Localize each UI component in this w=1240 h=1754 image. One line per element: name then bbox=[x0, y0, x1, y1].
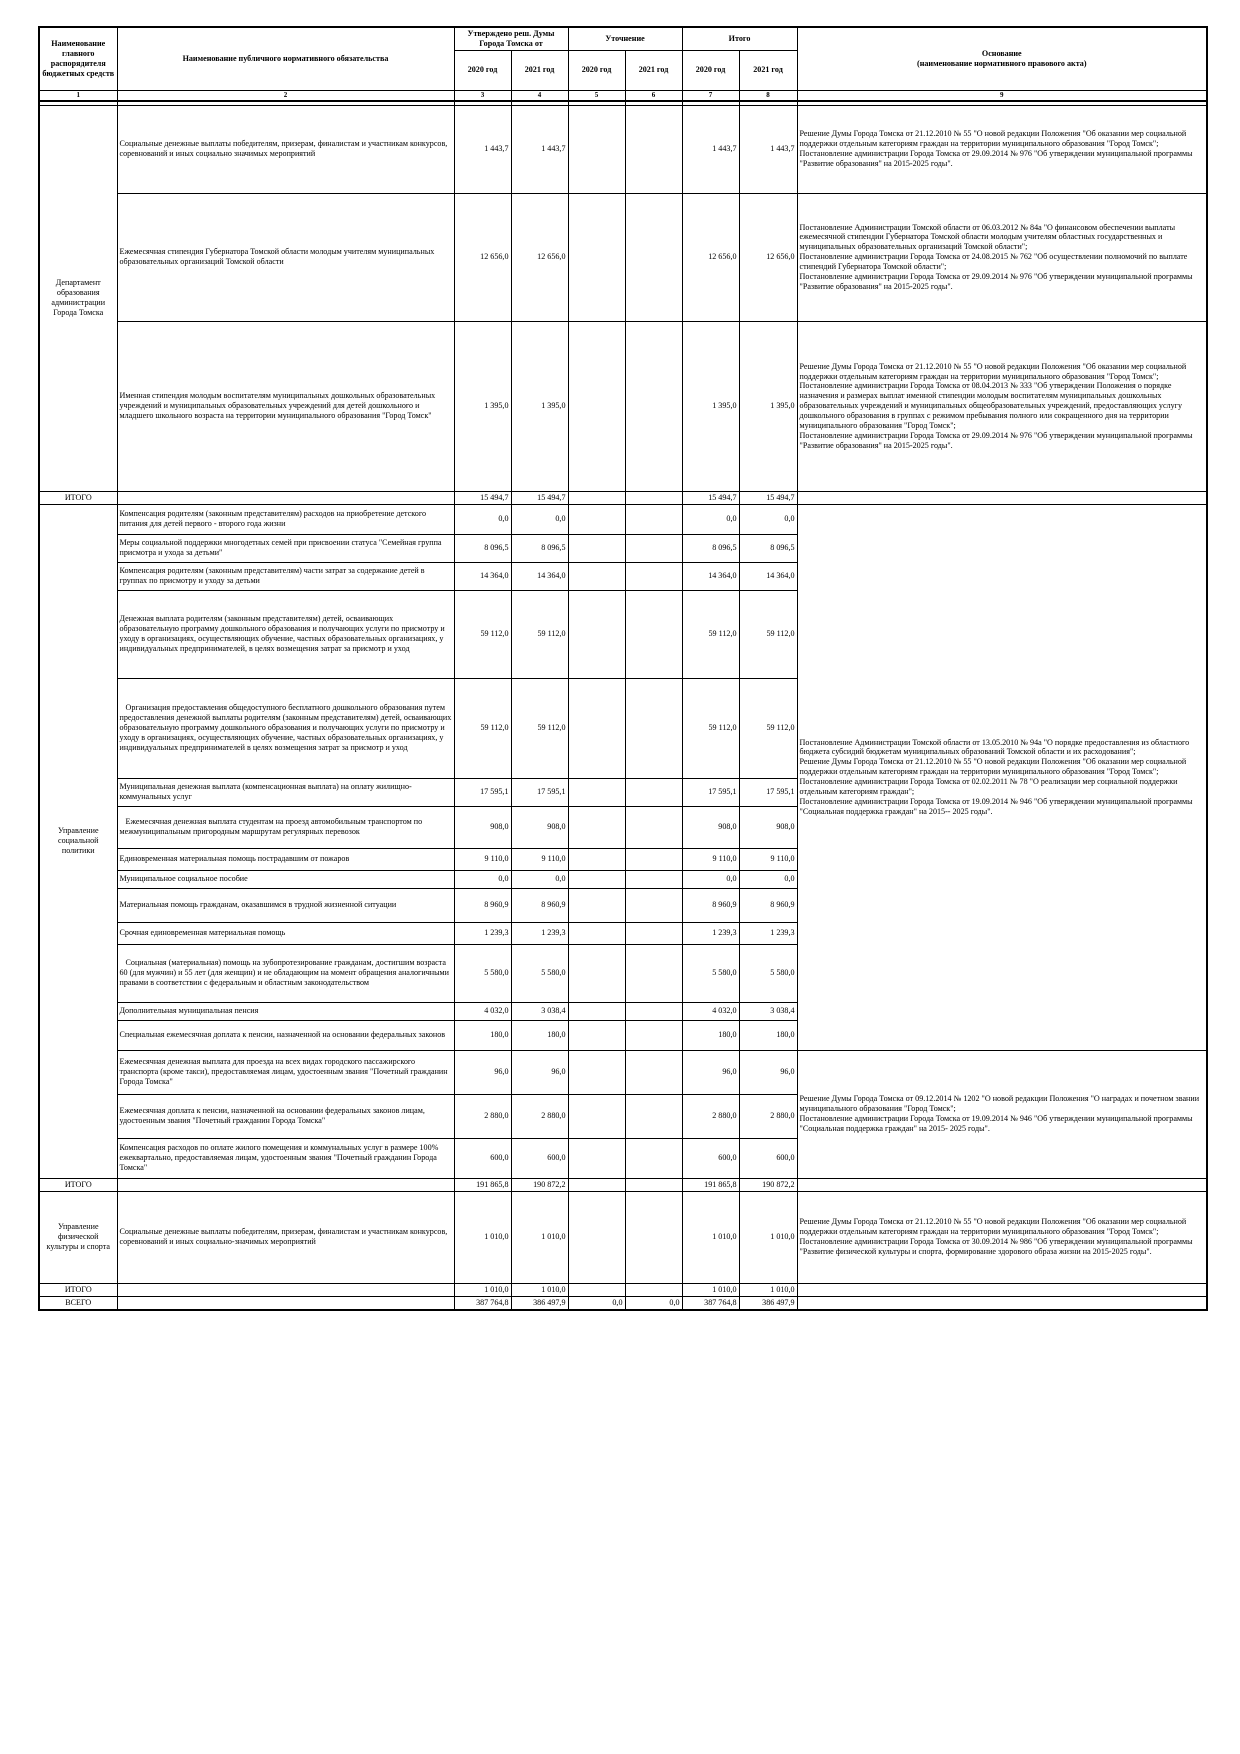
grand-total-amount: 0,0 bbox=[568, 1296, 625, 1310]
header-approved: Утверждено реш. Думы Города Томска от bbox=[454, 27, 568, 50]
amount-cell: 0,0 bbox=[454, 504, 511, 534]
amount-cell bbox=[568, 1094, 625, 1138]
amount-cell bbox=[625, 534, 682, 562]
amount-cell: 1 010,0 bbox=[454, 1191, 511, 1283]
section-total-row bbox=[39, 491, 1207, 504]
grand-total-row bbox=[39, 1296, 1207, 1310]
amount-cell: 0,0 bbox=[511, 504, 568, 534]
amount-cell: 17 595,1 bbox=[739, 778, 797, 806]
amount-cell: 5 580,0 bbox=[511, 944, 568, 1002]
amount-cell bbox=[568, 1138, 625, 1178]
amount-cell bbox=[625, 321, 682, 491]
amount-cell: 2 880,0 bbox=[682, 1094, 739, 1138]
header-basis: Основание (наименование нормативного правового акта) bbox=[797, 27, 1207, 91]
amount-cell bbox=[625, 562, 682, 590]
amount-cell: 0,0 bbox=[739, 870, 797, 888]
total-amount: 1 010,0 bbox=[511, 1283, 568, 1296]
legal-basis: Решение Думы Города Томска от 21.12.2010 № 55 "О новой редакции Положения "Об оказании мер социальной поддержки отдельным категориям граждан на территории муниципального образования "Город Томск"; Постановление администрации Города Томска от 30.09.2014 № 986 "Об утверждении муниципальной программы "Развитие физической культуры и спорта, формирование здорового образа жизни на 2015-2025 годы". bbox=[797, 1191, 1207, 1283]
column-number: 8 bbox=[739, 91, 797, 101]
amount-cell bbox=[625, 105, 682, 193]
obligation-name: Единовременная материальная помощь пострадавшим от пожаров bbox=[117, 848, 454, 870]
amount-cell bbox=[625, 1094, 682, 1138]
amount-cell: 59 112,0 bbox=[739, 678, 797, 778]
obligation-name: Социальные денежные выплаты победителям, призерам, финалистам и участникам конкурсов, соревнований и иных социально-значимых мероприятий bbox=[117, 1191, 454, 1283]
empty-cell bbox=[117, 1283, 454, 1296]
amount-cell: 5 580,0 bbox=[739, 944, 797, 1002]
section-total-row bbox=[39, 1283, 1207, 1296]
amount-cell: 1 395,0 bbox=[682, 321, 739, 491]
header-year: 2021 год bbox=[511, 50, 568, 90]
obligation-name: Ежемесячная денежная выплата студентам на проезд автомобильным транспортом по межмуниципальным пригородным маршрутам регулярных перевозок bbox=[117, 806, 454, 848]
amount-cell bbox=[625, 944, 682, 1002]
amount-cell: 8 960,9 bbox=[511, 888, 568, 922]
amount-cell bbox=[625, 193, 682, 321]
amount-cell: 59 112,0 bbox=[454, 590, 511, 678]
total-amount bbox=[568, 1178, 625, 1191]
column-number: 7 bbox=[682, 91, 739, 101]
amount-cell: 5 580,0 bbox=[682, 944, 739, 1002]
total-amount: 15 494,7 bbox=[511, 491, 568, 504]
obligation-name: Социальные денежные выплаты победителям, призерам, финалистам и участникам конкурсов, соревнований и иных социально значимых мероприятий bbox=[117, 105, 454, 193]
total-label: ИТОГО bbox=[39, 491, 117, 504]
total-amount bbox=[568, 491, 625, 504]
table-row bbox=[39, 321, 1207, 491]
amount-cell: 0,0 bbox=[511, 870, 568, 888]
amount-cell: 9 110,0 bbox=[682, 848, 739, 870]
amount-cell: 14 364,0 bbox=[511, 562, 568, 590]
obligation-name: Компенсация родителям (законным представителям) расходов на приобретение детского питания для детей первого - второго года жизни bbox=[117, 504, 454, 534]
total-amount bbox=[625, 491, 682, 504]
amount-cell: 8 096,5 bbox=[454, 534, 511, 562]
amount-cell bbox=[568, 193, 625, 321]
amount-cell: 0,0 bbox=[454, 870, 511, 888]
obligation-name: Организация предоставления общедоступного бесплатного дошкольного образования путем предоставления денежной выплаты родителям (законным представителям) детей, осваивающих образовательную программу дошкольного образования и получающих услуги по присмотру и уходу в организациях, осуществляющих обучение, частных образовательных организациях, у индивидуальных предпринимателей в целях возмещения затрат за присмотр и уход bbox=[117, 678, 454, 778]
header-manager: Наименование главного распорядителя бюджетных средств bbox=[39, 27, 117, 91]
obligation-name: Именная стипендия молодым воспитателям муниципальных дошкольных образовательных учреждений и муниципальных образовательных учреждений для детей дошкольного и младшего школьного возраста на территории муниципального образования "Город Томск" bbox=[117, 321, 454, 491]
amount-cell bbox=[568, 678, 625, 778]
grand-total-amount: 387 764,8 bbox=[682, 1296, 739, 1310]
amount-cell bbox=[625, 1138, 682, 1178]
amount-cell bbox=[568, 504, 625, 534]
column-number: 1 bbox=[39, 91, 117, 101]
amount-cell bbox=[568, 888, 625, 922]
amount-cell: 9 110,0 bbox=[511, 848, 568, 870]
amount-cell bbox=[568, 848, 625, 870]
header-year: 2020 год bbox=[454, 50, 511, 90]
amount-cell: 1 395,0 bbox=[739, 321, 797, 491]
amount-cell bbox=[568, 1020, 625, 1050]
column-number: 6 bbox=[625, 91, 682, 101]
amount-cell: 908,0 bbox=[511, 806, 568, 848]
amount-cell bbox=[568, 1191, 625, 1283]
legal-basis: Решение Думы Города Томска от 21.12.2010 № 55 "О новой редакции Положения "Об оказании мер социальной поддержки отдельным категориям граждан на территории муниципального образования "Город Томск"; Постановление администрации Города Томска от 29.09.2014 № 976 "Об утверждении муниципальной программы "Развитие образования" на 2015-2025 годы". bbox=[797, 105, 1207, 193]
amount-cell bbox=[568, 870, 625, 888]
header-refinement: Уточнение bbox=[568, 27, 682, 50]
amount-cell bbox=[568, 1002, 625, 1020]
total-amount: 1 010,0 bbox=[739, 1283, 797, 1296]
amount-cell bbox=[625, 504, 682, 534]
header-year: 2020 год bbox=[682, 50, 739, 90]
obligation-name: Компенсация расходов по оплате жилого помещения и коммунальных услуг в размере 100% ежеквартально, предоставляемая лицам, удостоенным звания "Почетный гражданин Города Томска" bbox=[117, 1138, 454, 1178]
total-label: ИТОГО bbox=[39, 1178, 117, 1191]
amount-cell: 12 656,0 bbox=[739, 193, 797, 321]
amount-cell bbox=[625, 590, 682, 678]
amount-cell: 8 096,5 bbox=[739, 534, 797, 562]
column-number: 2 bbox=[117, 91, 454, 101]
amount-cell: 1 395,0 bbox=[511, 321, 568, 491]
total-amount: 15 494,7 bbox=[682, 491, 739, 504]
amount-cell bbox=[625, 848, 682, 870]
amount-cell: 600,0 bbox=[454, 1138, 511, 1178]
amount-cell: 600,0 bbox=[739, 1138, 797, 1178]
amount-cell bbox=[568, 1050, 625, 1094]
empty-cell bbox=[117, 1178, 454, 1191]
amount-cell bbox=[625, 870, 682, 888]
amount-cell: 1 443,7 bbox=[511, 105, 568, 193]
amount-cell bbox=[568, 806, 625, 848]
obligation-name: Меры социальной поддержки многодетных семей при присвоении статуса "Семейная группа присмотра и ухода за детьми" bbox=[117, 534, 454, 562]
amount-cell: 5 580,0 bbox=[454, 944, 511, 1002]
amount-cell bbox=[625, 678, 682, 778]
column-number: 3 bbox=[454, 91, 511, 101]
empty-cell bbox=[797, 1178, 1207, 1191]
total-amount: 190 872,2 bbox=[511, 1178, 568, 1191]
legal-basis: Постановление Администрации Томской области от 13.05.2010 № 94а "О порядке предоставления из областного бюджета субсидий бюджетам муниципальных образований Томской области и их расходования"; Решение Думы Города Томска от 21.12.2010 № 55 "О новой редакции Положения "Об оказании мер социальной поддержки отдельным категориям граждан на территории муниципального образования "Город Томск"; Постановление администрации Города Томска от 02.02.2011 № 78 "О реализации мер социальной поддержки отдельным категориям граждан"; Постановление администрации Города Томска от 19.09.2014 № 946 "Об утверждении муниципальной программы "Социальная поддержка граждан" на 2015-- 2025 годы". bbox=[797, 504, 1207, 1050]
column-number: 4 bbox=[511, 91, 568, 101]
amount-cell: 2 880,0 bbox=[511, 1094, 568, 1138]
amount-cell: 12 656,0 bbox=[454, 193, 511, 321]
amount-cell: 12 656,0 bbox=[511, 193, 568, 321]
amount-cell: 1 010,0 bbox=[739, 1191, 797, 1283]
amount-cell: 3 038,4 bbox=[511, 1002, 568, 1020]
amount-cell: 1 010,0 bbox=[682, 1191, 739, 1283]
total-amount bbox=[625, 1283, 682, 1296]
obligation-name: Денежная выплата родителям (законным представителям) детей, осваивающих образовательную программу дошкольного образования и получающих услуги по присмотру и уходу в организациях, осуществляющих обучение, частных образовательных организациях, у индивидуальных предпринимателей, в целях возмещения затрат за присмотр и уход bbox=[117, 590, 454, 678]
amount-cell bbox=[568, 778, 625, 806]
amount-cell bbox=[625, 806, 682, 848]
amount-cell: 4 032,0 bbox=[682, 1002, 739, 1020]
amount-cell bbox=[625, 1002, 682, 1020]
total-amount bbox=[625, 1178, 682, 1191]
total-amount: 15 494,7 bbox=[739, 491, 797, 504]
total-amount: 191 865,8 bbox=[454, 1178, 511, 1191]
total-amount: 1 010,0 bbox=[454, 1283, 511, 1296]
amount-cell: 1 239,3 bbox=[682, 922, 739, 944]
amount-cell: 96,0 bbox=[682, 1050, 739, 1094]
table-row bbox=[39, 105, 1207, 193]
amount-cell: 14 364,0 bbox=[682, 562, 739, 590]
amount-cell bbox=[625, 888, 682, 922]
empty-cell bbox=[117, 1296, 454, 1310]
obligation-name: Материальная помощь гражданам, оказавшимся в трудной жизненной ситуации bbox=[117, 888, 454, 922]
manager-name: Управление социальной политики bbox=[39, 504, 117, 1178]
amount-cell: 96,0 bbox=[739, 1050, 797, 1094]
amount-cell: 0,0 bbox=[682, 504, 739, 534]
manager-name: Департамент образования администрации Города Томска bbox=[39, 105, 117, 491]
amount-cell: 59 112,0 bbox=[682, 590, 739, 678]
amount-cell: 1 239,3 bbox=[739, 922, 797, 944]
amount-cell: 59 112,0 bbox=[511, 678, 568, 778]
amount-cell: 96,0 bbox=[511, 1050, 568, 1094]
header-year: 2020 год bbox=[568, 50, 625, 90]
grand-total-label: ВСЕГО bbox=[39, 1296, 117, 1310]
grand-total-amount: 0,0 bbox=[625, 1296, 682, 1310]
obligation-name: Ежемесячная стипендия Губернатора Томской области молодым учителям муниципальных образовательных организаций Томской области bbox=[117, 193, 454, 321]
amount-cell: 9 110,0 bbox=[739, 848, 797, 870]
amount-cell: 8 960,9 bbox=[739, 888, 797, 922]
amount-cell: 600,0 bbox=[511, 1138, 568, 1178]
amount-cell bbox=[568, 922, 625, 944]
amount-cell: 59 112,0 bbox=[739, 590, 797, 678]
amount-cell bbox=[568, 562, 625, 590]
amount-cell: 59 112,0 bbox=[511, 590, 568, 678]
obligation-name: Муниципальное социальное пособие bbox=[117, 870, 454, 888]
legal-basis: Постановление Администрации Томской области от 06.03.2012 № 84а "О финансовом обеспечении выплаты ежемесячной стипендии Губернатора Томской области молодым учителям областных государственных и муниципальных образовательных организаций Томской области"; Постановление администрации Города Томска от 24.08.2015 № 762 "Об осуществлении полномочий по выплате стипендий Губернатора Томской области"; Постановление администрации Города Томска от 29.09.2014 № 976 "Об утверждении муниципальной программы "Развитие образования" на 2015-2025 годы". bbox=[797, 193, 1207, 321]
amount-cell bbox=[568, 590, 625, 678]
amount-cell bbox=[625, 922, 682, 944]
legal-basis: Решение Думы Города Томска от 09.12.2014 № 1202 "О новой редакции Положения "О наградах и почетном звании муниципального образования "Город Томск"; Постановление администрации Города Томска от 19.09.2014 № 946 "Об утверждении муниципальной программы "Социальная поддержка граждан" на 2015- 2025 годы". bbox=[797, 1050, 1207, 1178]
table-row bbox=[39, 193, 1207, 321]
amount-cell: 180,0 bbox=[739, 1020, 797, 1050]
total-amount: 191 865,8 bbox=[682, 1178, 739, 1191]
amount-cell: 3 038,4 bbox=[739, 1002, 797, 1020]
amount-cell: 1 443,7 bbox=[739, 105, 797, 193]
amount-cell: 600,0 bbox=[682, 1138, 739, 1178]
amount-cell: 8 096,5 bbox=[511, 534, 568, 562]
amount-cell: 908,0 bbox=[682, 806, 739, 848]
amount-cell bbox=[568, 944, 625, 1002]
amount-cell: 908,0 bbox=[739, 806, 797, 848]
amount-cell: 4 032,0 bbox=[454, 1002, 511, 1020]
amount-cell: 0,0 bbox=[739, 504, 797, 534]
header-year: 2021 год bbox=[739, 50, 797, 90]
obligation-name: Ежемесячная денежная выплата для проезда на всех видах городского пассажирского транспорта (кроме такси), предоставляемая лицам, удостоенным звания "Почетный гражданин Города Томска" bbox=[117, 1050, 454, 1094]
empty-cell bbox=[797, 491, 1207, 504]
amount-cell: 12 656,0 bbox=[682, 193, 739, 321]
total-amount: 190 872,2 bbox=[739, 1178, 797, 1191]
amount-cell: 1 395,0 bbox=[454, 321, 511, 491]
total-amount: 15 494,7 bbox=[454, 491, 511, 504]
table-row bbox=[39, 1050, 1207, 1094]
budget-obligations-table bbox=[38, 26, 1208, 1311]
obligation-name: Ежемесячная доплата к пенсии, назначенной на основании федеральных законов лицам, удостоенным звания "Почетный гражданин Города Томска" bbox=[117, 1094, 454, 1138]
grand-total-amount: 386 497,9 bbox=[739, 1296, 797, 1310]
obligation-name: Социальная (материальная) помощь на зубопротезирование гражданам, достигшим возраста 60 (для мужчин) и 55 лет (для женщин) и не обладающим на момент обращения аналогичными правами в соответствии с федеральным и областным законодательством bbox=[117, 944, 454, 1002]
total-label: ИТОГО bbox=[39, 1283, 117, 1296]
obligation-name: Специальная ежемесячная доплата к пенсии, назначенной на основании федеральных законов bbox=[117, 1020, 454, 1050]
amount-cell: 17 595,1 bbox=[682, 778, 739, 806]
amount-cell: 2 880,0 bbox=[454, 1094, 511, 1138]
amount-cell bbox=[568, 321, 625, 491]
table-body bbox=[39, 101, 1207, 1310]
amount-cell bbox=[625, 778, 682, 806]
obligation-name: Срочная единовременная материальная помощь bbox=[117, 922, 454, 944]
amount-cell: 59 112,0 bbox=[454, 678, 511, 778]
total-amount bbox=[568, 1283, 625, 1296]
manager-name: Управление физической культуры и спорта bbox=[39, 1191, 117, 1283]
column-number: 5 bbox=[568, 91, 625, 101]
amount-cell: 8 960,9 bbox=[454, 888, 511, 922]
amount-cell: 8 960,9 bbox=[682, 888, 739, 922]
amount-cell: 1 443,7 bbox=[454, 105, 511, 193]
header-total: Итого bbox=[682, 27, 797, 50]
amount-cell: 14 364,0 bbox=[454, 562, 511, 590]
obligation-name: Муниципальная денежная выплата (компенсационная выплата) на оплату жилищно-коммунальных услуг bbox=[117, 778, 454, 806]
column-number: 9 bbox=[797, 91, 1207, 101]
amount-cell: 96,0 bbox=[454, 1050, 511, 1094]
amount-cell: 180,0 bbox=[511, 1020, 568, 1050]
amount-cell bbox=[625, 1050, 682, 1094]
grand-total-amount: 387 764,8 bbox=[454, 1296, 511, 1310]
amount-cell: 17 595,1 bbox=[454, 778, 511, 806]
amount-cell bbox=[625, 1020, 682, 1050]
amount-cell: 59 112,0 bbox=[682, 678, 739, 778]
empty-cell bbox=[797, 1283, 1207, 1296]
section-total-row bbox=[39, 1178, 1207, 1191]
grand-total-amount: 386 497,9 bbox=[511, 1296, 568, 1310]
amount-cell: 180,0 bbox=[682, 1020, 739, 1050]
amount-cell: 17 595,1 bbox=[511, 778, 568, 806]
amount-cell: 1 239,3 bbox=[454, 922, 511, 944]
empty-cell bbox=[117, 491, 454, 504]
amount-cell: 2 880,0 bbox=[739, 1094, 797, 1138]
amount-cell: 0,0 bbox=[682, 870, 739, 888]
total-amount: 1 010,0 bbox=[682, 1283, 739, 1296]
amount-cell bbox=[568, 534, 625, 562]
amount-cell bbox=[568, 105, 625, 193]
legal-basis: Решение Думы Города Томска от 21.12.2010 № 55 "О новой редакции Положения "Об оказании мер социальной поддержки отдельным категориям граждан на территории муниципального образования "Город Томск"; Постановление администрации Города Томска от 08.04.2013 № 333 "Об утверждении Положения о порядке назначения и размерах выплат именной стипендии молодым воспитателям муниципальных дошкольных образовательных учреждений и муниципальных общеобразовательных учреждений, предоставляющих услугу дошкольного образования в группах с режимом пребывания полного или сокращенного дня на территории муниципального образования "Город Томск"; Постановление администрации Города Томска от 29.09.2014 № 976 "Об утверждении муниципальной программы "Развитие образования" на 2015-2025 годы". bbox=[797, 321, 1207, 491]
amount-cell: 9 110,0 bbox=[454, 848, 511, 870]
amount-cell: 14 364,0 bbox=[739, 562, 797, 590]
obligation-name: Компенсация родителям (законным представителям) части затрат за содержание детей в группах по присмотру и уходу за детьми bbox=[117, 562, 454, 590]
amount-cell: 1 239,3 bbox=[511, 922, 568, 944]
amount-cell: 1 010,0 bbox=[511, 1191, 568, 1283]
amount-cell: 908,0 bbox=[454, 806, 511, 848]
table-row bbox=[39, 1191, 1207, 1283]
obligation-name: Дополнительная муниципальная пенсия bbox=[117, 1002, 454, 1020]
amount-cell bbox=[625, 1191, 682, 1283]
amount-cell: 8 096,5 bbox=[682, 534, 739, 562]
table-row bbox=[39, 504, 1207, 534]
empty-cell bbox=[797, 1296, 1207, 1310]
header-year: 2021 год bbox=[625, 50, 682, 90]
amount-cell: 180,0 bbox=[454, 1020, 511, 1050]
header-obligation: Наименование публичного нормативного обязательства bbox=[117, 27, 454, 91]
amount-cell: 1 443,7 bbox=[682, 105, 739, 193]
